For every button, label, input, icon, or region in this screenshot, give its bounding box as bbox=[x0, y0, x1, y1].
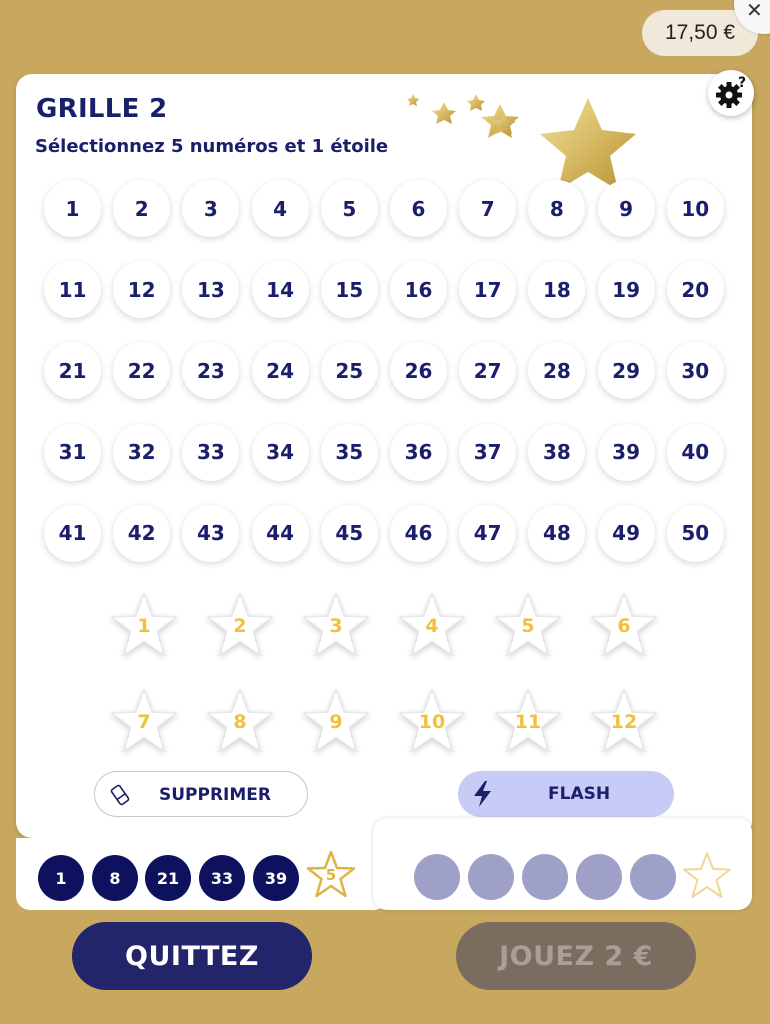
number-ball[interactable]: 28 bbox=[528, 342, 585, 399]
number-ball[interactable]: 12 bbox=[113, 261, 170, 318]
number-ball[interactable]: 9 bbox=[598, 180, 655, 237]
star-number: 2 bbox=[233, 615, 247, 637]
selected-number: 8 bbox=[92, 855, 138, 901]
number-ball[interactable]: 48 bbox=[528, 505, 585, 562]
selected-number: 33 bbox=[199, 855, 245, 901]
number-ball[interactable]: 10 bbox=[667, 180, 724, 237]
number-ball[interactable]: 45 bbox=[321, 505, 378, 562]
star-number: 8 bbox=[233, 711, 247, 733]
number-ball[interactable]: 37 bbox=[459, 424, 516, 481]
number-ball[interactable]: 50 bbox=[667, 505, 724, 562]
number-ball[interactable]: 13 bbox=[182, 261, 239, 318]
empty-number-slot bbox=[576, 854, 622, 900]
number-ball[interactable]: 18 bbox=[528, 261, 585, 318]
star-button[interactable] bbox=[108, 591, 180, 661]
selected-number: 39 bbox=[253, 855, 299, 901]
empty-star-slot-icon bbox=[682, 851, 732, 901]
number-ball[interactable]: 6 bbox=[390, 180, 447, 237]
star-number: 1 bbox=[137, 615, 151, 637]
star-number: 3 bbox=[329, 615, 343, 637]
star-button[interactable] bbox=[300, 687, 372, 757]
number-ball[interactable]: 17 bbox=[459, 261, 516, 318]
number-ball[interactable]: 4 bbox=[252, 180, 309, 237]
star-number: 12 bbox=[610, 711, 638, 733]
star-button[interactable] bbox=[588, 591, 660, 661]
number-ball[interactable]: 47 bbox=[459, 505, 516, 562]
number-ball[interactable]: 25 bbox=[321, 342, 378, 399]
number-ball[interactable]: 3 bbox=[182, 180, 239, 237]
number-ball[interactable]: 31 bbox=[44, 424, 101, 481]
star-button[interactable] bbox=[108, 687, 180, 757]
grid-instructions: Sélectionnez 5 numéros et 1 étoile bbox=[35, 136, 389, 157]
number-ball[interactable]: 15 bbox=[321, 261, 378, 318]
star-button[interactable] bbox=[396, 591, 468, 661]
play-button[interactable]: JOUEZ 2 € bbox=[456, 922, 696, 990]
number-ball[interactable]: 11 bbox=[44, 261, 101, 318]
number-ball[interactable]: 35 bbox=[321, 424, 378, 481]
selected-star-value: 5 bbox=[325, 866, 337, 884]
delete-button[interactable] bbox=[94, 771, 308, 817]
number-ball[interactable]: 16 bbox=[390, 261, 447, 318]
star-button[interactable] bbox=[588, 687, 660, 757]
number-ball[interactable]: 1 bbox=[44, 180, 101, 237]
star-button[interactable] bbox=[204, 591, 276, 661]
number-ball[interactable]: 34 bbox=[252, 424, 309, 481]
number-ball[interactable]: 27 bbox=[459, 342, 516, 399]
selected-number: 21 bbox=[145, 855, 191, 901]
svg-text:?: ? bbox=[738, 75, 747, 91]
quit-button[interactable]: QUITTEZ bbox=[72, 922, 312, 990]
number-ball[interactable]: 20 bbox=[667, 261, 724, 318]
number-ball[interactable]: 14 bbox=[252, 261, 309, 318]
number-ball[interactable]: 42 bbox=[113, 505, 170, 562]
number-ball[interactable]: 22 bbox=[113, 342, 170, 399]
number-ball[interactable]: 23 bbox=[182, 342, 239, 399]
star-number: 7 bbox=[137, 711, 151, 733]
number-ball[interactable]: 40 bbox=[667, 424, 724, 481]
star-button[interactable] bbox=[396, 687, 468, 757]
number-ball[interactable]: 49 bbox=[598, 505, 655, 562]
number-ball[interactable]: 24 bbox=[252, 342, 309, 399]
star-number: 10 bbox=[418, 711, 446, 733]
number-ball[interactable]: 5 bbox=[321, 180, 378, 237]
number-ball[interactable]: 43 bbox=[182, 505, 239, 562]
star-number: 4 bbox=[425, 615, 439, 637]
number-ball[interactable]: 26 bbox=[390, 342, 447, 399]
lightning-icon bbox=[470, 780, 496, 808]
star-button[interactable] bbox=[492, 687, 564, 757]
number-ball[interactable]: 2 bbox=[113, 180, 170, 237]
eraser-icon bbox=[109, 784, 131, 806]
number-ball[interactable]: 8 bbox=[528, 180, 585, 237]
number-ball[interactable]: 32 bbox=[113, 424, 170, 481]
number-ball[interactable]: 30 bbox=[667, 342, 724, 399]
number-ball[interactable]: 7 bbox=[459, 180, 516, 237]
star-number: 11 bbox=[514, 711, 542, 733]
star-number: 9 bbox=[329, 711, 343, 733]
number-ball[interactable]: 38 bbox=[528, 424, 585, 481]
star-number: 5 bbox=[521, 615, 535, 637]
settings-button[interactable] bbox=[708, 70, 754, 116]
number-ball[interactable]: 36 bbox=[390, 424, 447, 481]
star-button[interactable] bbox=[492, 591, 564, 661]
empty-number-slot bbox=[468, 854, 514, 900]
flash-label: FLASH bbox=[548, 784, 611, 804]
grid-card bbox=[16, 74, 752, 838]
gear-icon bbox=[708, 70, 754, 116]
empty-number-slot bbox=[630, 854, 676, 900]
balance-display: 17,50 € bbox=[642, 10, 758, 56]
number-ball[interactable]: 39 bbox=[598, 424, 655, 481]
star-button[interactable] bbox=[300, 591, 372, 661]
empty-number-slot bbox=[414, 854, 460, 900]
star-number: 6 bbox=[617, 615, 631, 637]
flash-button[interactable] bbox=[458, 771, 674, 817]
grid-title: GRILLE 2 bbox=[36, 94, 168, 124]
selected-star bbox=[306, 850, 356, 900]
number-ball[interactable]: 44 bbox=[252, 505, 309, 562]
number-ball[interactable]: 21 bbox=[44, 342, 101, 399]
star-button[interactable] bbox=[204, 687, 276, 757]
number-ball[interactable]: 33 bbox=[182, 424, 239, 481]
empty-number-slot bbox=[522, 854, 568, 900]
delete-label: SUPPRIMER bbox=[159, 785, 272, 805]
close-icon: ✕ bbox=[746, 0, 763, 22]
selected-number: 1 bbox=[38, 855, 84, 901]
number-ball[interactable]: 19 bbox=[598, 261, 655, 318]
number-ball[interactable]: 41 bbox=[44, 505, 101, 562]
number-ball[interactable]: 29 bbox=[598, 342, 655, 399]
number-ball[interactable]: 46 bbox=[390, 505, 447, 562]
